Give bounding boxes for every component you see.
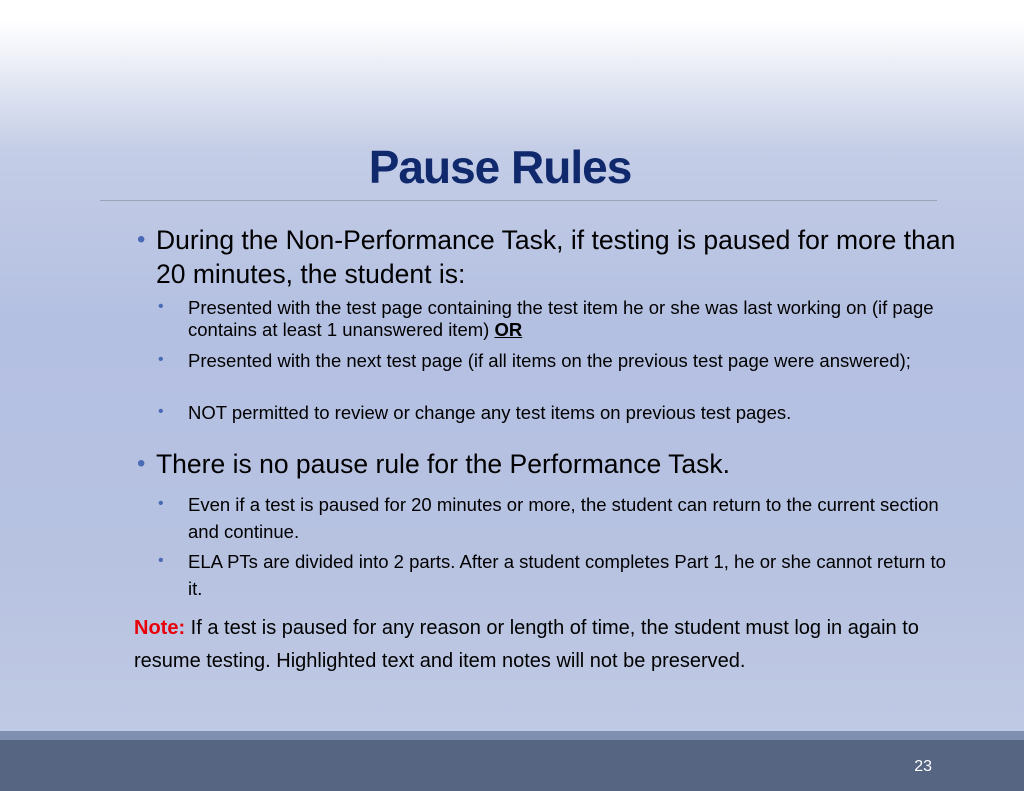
bullet-icon: • <box>158 552 164 569</box>
footer-bar <box>0 740 1024 791</box>
bullet-level1 <box>137 223 956 291</box>
bullet-text: There is no pause rule for the Performance Task. <box>156 449 730 479</box>
page-number: 23 <box>914 758 932 775</box>
bullet-icon: • <box>137 450 146 477</box>
bullet-icon: • <box>158 403 164 420</box>
bullet-text: ELA PTs are divided into 2 parts. After a student completes Part 1, he or she cannot return to it. <box>188 551 946 599</box>
bullet-level1 <box>137 447 956 481</box>
note-paragraph <box>134 612 934 678</box>
emphasis-or: OR <box>494 319 523 340</box>
bullet-icon: • <box>158 495 164 512</box>
bullet-text: Even if a test is paused for 20 minutes or more, the student can return to the current section and continue. <box>188 494 939 542</box>
bullet-icon: • <box>158 298 164 315</box>
bullet-text: Presented with the test page containing the test item he or she was last working on (if page contains at least 1 unanswered item) <box>188 297 934 340</box>
bullet-level2 <box>158 297 958 341</box>
bullet-icon: • <box>158 351 164 368</box>
note-text: If a test is paused for any reason or length of time, the student must log in again to resume testing. Highlighted text and item notes will not be preserved. <box>134 617 919 672</box>
title-divider <box>100 200 937 201</box>
slide-title: Pause Rules <box>368 141 632 193</box>
bullet-text: Presented with the next test page (if all items on the previous test page were answered); <box>188 350 911 371</box>
note-label: Note: <box>134 617 186 639</box>
bullet-text: During the Non-Performance Task, if testing is paused for more than 20 minutes, the student is: <box>156 225 956 289</box>
bullet-icon: • <box>137 226 146 253</box>
bullet-level2 <box>158 350 958 372</box>
bullet-level2 <box>158 402 958 424</box>
bullet-level2 <box>158 548 958 602</box>
bullet-text: NOT permitted to review or change any test items on previous test pages. <box>188 402 792 423</box>
bullet-level2 <box>158 491 958 545</box>
footer-stripe <box>0 731 1024 740</box>
